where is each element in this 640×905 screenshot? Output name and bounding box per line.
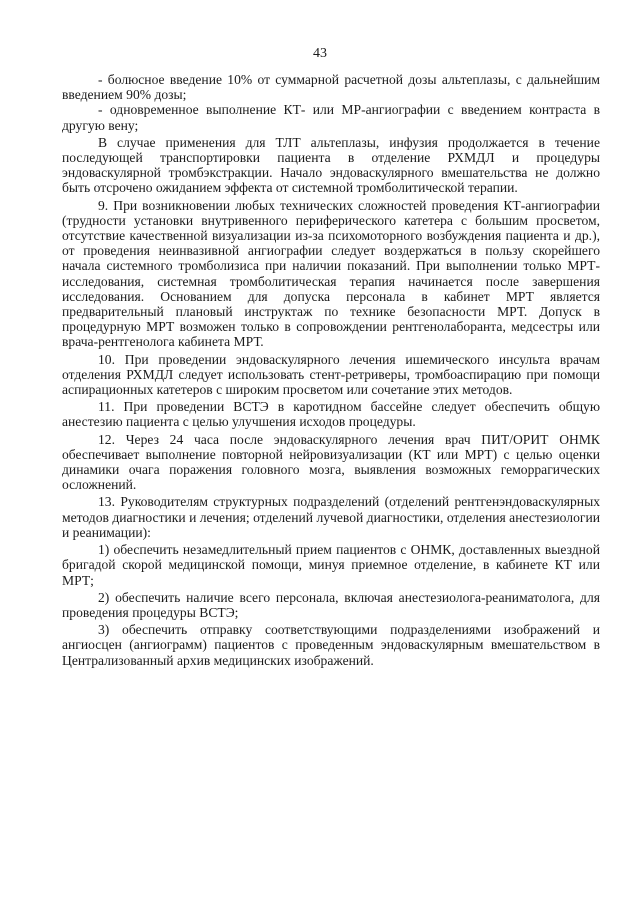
paragraph-item-10: 10. При проведении эндоваскулярного лечения ишемического инсульта врачам отделения РХМДЛ следует использовать стент-ретриверы, тромбоаспирацию при помощи аспирационных катетеров с широким просветом или сочетание этих методов. bbox=[62, 351, 600, 398]
paragraph-item-11: 11. При проведении ВСТЭ в каротидном бассейне следует обеспечить общую анестезию пациента с целью улучшения исходов процедуры. bbox=[62, 399, 600, 430]
paragraph-tlt-alteplase: В случае применения для ТЛТ альтеплазы, инфузия продолжается в течение последующей транспортировки пациента в отделение РХМДЛ и процедуры эндоваскулярной тромбэкстракции. Начало эндоваскулярного вмешательства не должно быть отсрочено ожиданием эффекта от системной тромболитической терапии. bbox=[62, 134, 600, 196]
paragraph-item-12: 12. Через 24 часа после эндоваскулярного лечения врач ПИТ/ОРИТ ОНМК обеспечивает выполнение повторной нейровизуализации (КТ или МРТ) с целью оценки динамики очага поражения головного мозга, выявления возможных геморрагических осложнений. bbox=[62, 431, 600, 493]
document-body bbox=[62, 72, 600, 668]
paragraph-subitem-3: 3) обеспечить отправку соответствующими подразделениями изображений и ангиосцен (ангиограмм) пациентов с проведенным эндоваскулярным вмешательством в Централизованный архив медицинских изображений. bbox=[62, 622, 600, 668]
paragraph-item-9: 9. При возникновении любых технических сложностей проведения КТ-ангиографии (трудности установки внутривенного периферического катетера с большим просветом, отсутствие качественной визуализации из-за психомоторного возбуждения пациента и др.), от проведения неинвазивной ангиографии следует воздержаться в пользу скорейшего начала системного тромболизиса при наличии показаний. При выполнении только МРТ-исследования, системная тромболитическая терапия начинается после завершения исследования. Основанием для допуска персонала в кабинет МРТ является предварительный плановый инструктаж по технике безопасности МРТ. Допуск в процедурную МРТ возможен только в сопровождении рентгенолаборанта, медсестры или врача-рентгенолога кабинета МРТ. bbox=[62, 197, 600, 350]
paragraph-bolus: - болюсное введение 10% от суммарной расчетной дозы альтеплазы, с дальнейшим введением 90% дозы; bbox=[62, 72, 600, 103]
paragraph-ct-mr-angiography: - одновременное выполнение КТ- или МР-ангиографии с введением контраста в другую вену; bbox=[62, 102, 600, 133]
paragraph-subitem-2: 2) обеспечить наличие всего персонала, включая анестезиолога-реаниматолога, для проведения процедуры ВСТЭ; bbox=[62, 589, 600, 620]
paragraph-subitem-1: 1) обеспечить незамедлительный прием пациентов с ОНМК, доставленных выездной бригадой скорой медицинской помощи, минуя приемное отделение, в кабинете КТ или МРТ; bbox=[62, 542, 600, 588]
page-number: 43 bbox=[313, 46, 327, 61]
paragraph-item-13: 13. Руководителям структурных подразделений (отделений рентгенэндоваскулярных методов диагностики и лечения; отделений лучевой диагностики, отделения анестезиологии и реанимации): bbox=[62, 494, 600, 540]
